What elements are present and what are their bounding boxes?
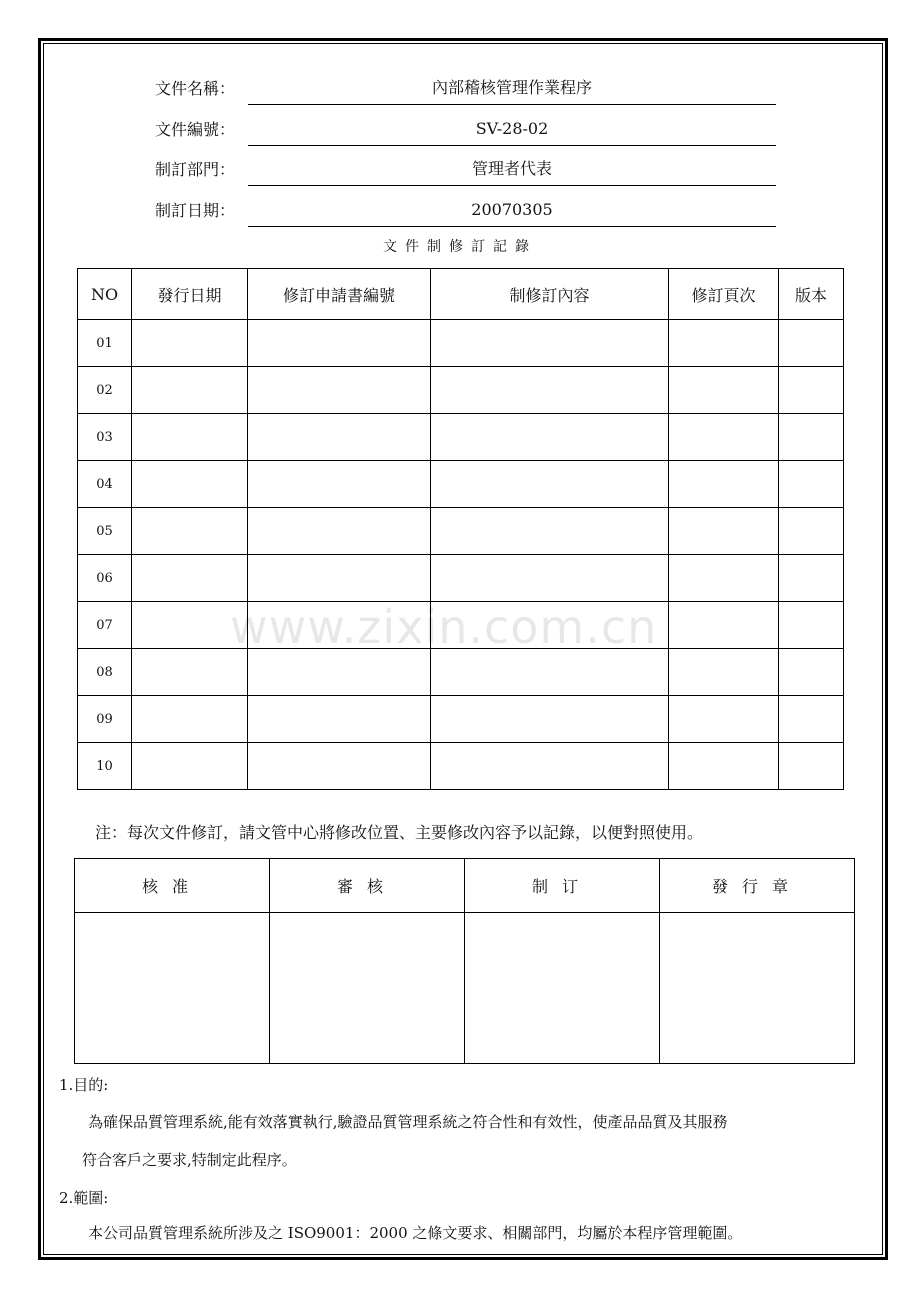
table-cell [669,696,779,743]
table-row [78,649,844,696]
table-cell [669,320,779,367]
signoff-header-row [75,859,855,913]
header-revised-pages: 修訂頁次 [669,269,779,320]
table-row [78,367,844,414]
table-cell [779,508,844,555]
table-cell [669,461,779,508]
table-cell [669,743,779,790]
table-cell [132,696,248,743]
table-cell [779,649,844,696]
table-cell [669,414,779,461]
row-number: 05 [78,508,132,555]
table-cell [431,555,669,602]
table-row [78,414,844,461]
purpose-text-line-1: 為確保品質管理系統,能有效落實執行,驗證品質管理系統之符合性和有效性，使產品品質及其服務 [88,1113,728,1131]
header-no: NO [78,269,132,320]
table-cell [779,414,844,461]
table-row [78,320,844,367]
table-cell [132,508,248,555]
table-cell [779,367,844,414]
table-cell [248,461,431,508]
signoff-review-cell [270,913,465,1064]
table-cell [431,508,669,555]
table-cell [779,320,844,367]
table-cell [779,743,844,790]
doc-date-value: 20070305 [248,197,776,227]
watermark: www.zixin.com.cn [230,600,658,654]
row-number: 10 [78,743,132,790]
table-cell [132,414,248,461]
table-cell [431,696,669,743]
signoff-issue-stamp-header: 發行章 [660,859,855,913]
row-number: 02 [78,367,132,414]
table-cell [248,414,431,461]
scope-heading: 2.範圍: [59,1189,109,1207]
doc-number-label: 文件編號： [155,120,236,139]
header-request-number: 修訂申請書編號 [248,269,431,320]
table-cell [431,367,669,414]
header-revision-content: 制修訂內容 [431,269,669,320]
row-number: 06 [78,555,132,602]
doc-number-value: SV-28-02 [248,116,776,146]
signoff-approve-cell [75,913,270,1064]
table-cell [132,649,248,696]
table-cell [431,414,669,461]
table-cell [132,555,248,602]
table-cell [779,696,844,743]
revision-record-title: 文件制修訂記錄 [383,239,537,255]
table-cell [431,649,669,696]
table-cell [431,743,669,790]
table-cell [248,743,431,790]
table-cell [248,696,431,743]
table-cell [132,320,248,367]
scope-text-line-1: 本公司品質管理系統所涉及之 ISO9001：2000 之條文要求、相關部門，均屬於本程序管理範圍。 [88,1224,743,1242]
signoff-approve-header: 核准 [75,859,270,913]
table-cell [431,461,669,508]
signoff-prepare-cell [465,913,660,1064]
header-version: 版本 [779,269,844,320]
purpose-heading: 1.目的: [59,1076,109,1094]
table-cell [669,555,779,602]
table-row [78,555,844,602]
row-number: 03 [78,414,132,461]
table-cell [669,649,779,696]
table-cell [132,367,248,414]
doc-name-label: 文件名稱： [155,79,236,98]
table-cell [248,320,431,367]
row-number: 04 [78,461,132,508]
signoff-body-row [75,913,855,1064]
signoff-issue-stamp-cell [660,913,855,1064]
signoff-review-header: 審核 [270,859,465,913]
table-row [78,696,844,743]
doc-name-value: 內部稽核管理作業程序 [248,75,776,105]
row-number: 07 [78,602,132,649]
table-cell [779,602,844,649]
table-cell [431,320,669,367]
table-row [78,461,844,508]
signoff-prepare-header: 制订 [465,859,660,913]
revision-record-table [77,268,844,790]
table-cell [669,508,779,555]
table-cell [248,649,431,696]
table-cell [669,367,779,414]
revision-header-row [78,269,844,320]
row-number: 09 [78,696,132,743]
row-number: 08 [78,649,132,696]
table-cell [779,461,844,508]
table-cell [248,508,431,555]
table-cell [248,367,431,414]
signoff-table [74,858,855,1064]
header-issue-date: 發行日期 [132,269,248,320]
row-number: 01 [78,320,132,367]
purpose-text-line-2: 符合客戶之要求,特制定此程序。 [82,1151,297,1169]
revision-note: 注：每次文件修訂，請文管中心將修改位置、主要修改內容予以記錄，以便對照使用。 [95,823,704,842]
table-cell [669,602,779,649]
doc-dept-value: 管理者代表 [248,156,776,186]
doc-date-label: 制訂日期： [155,201,236,220]
table-row [78,743,844,790]
table-cell [132,743,248,790]
table-cell [248,555,431,602]
table-cell [779,555,844,602]
doc-dept-label: 制訂部門： [155,160,236,179]
table-row [78,508,844,555]
table-cell [132,461,248,508]
